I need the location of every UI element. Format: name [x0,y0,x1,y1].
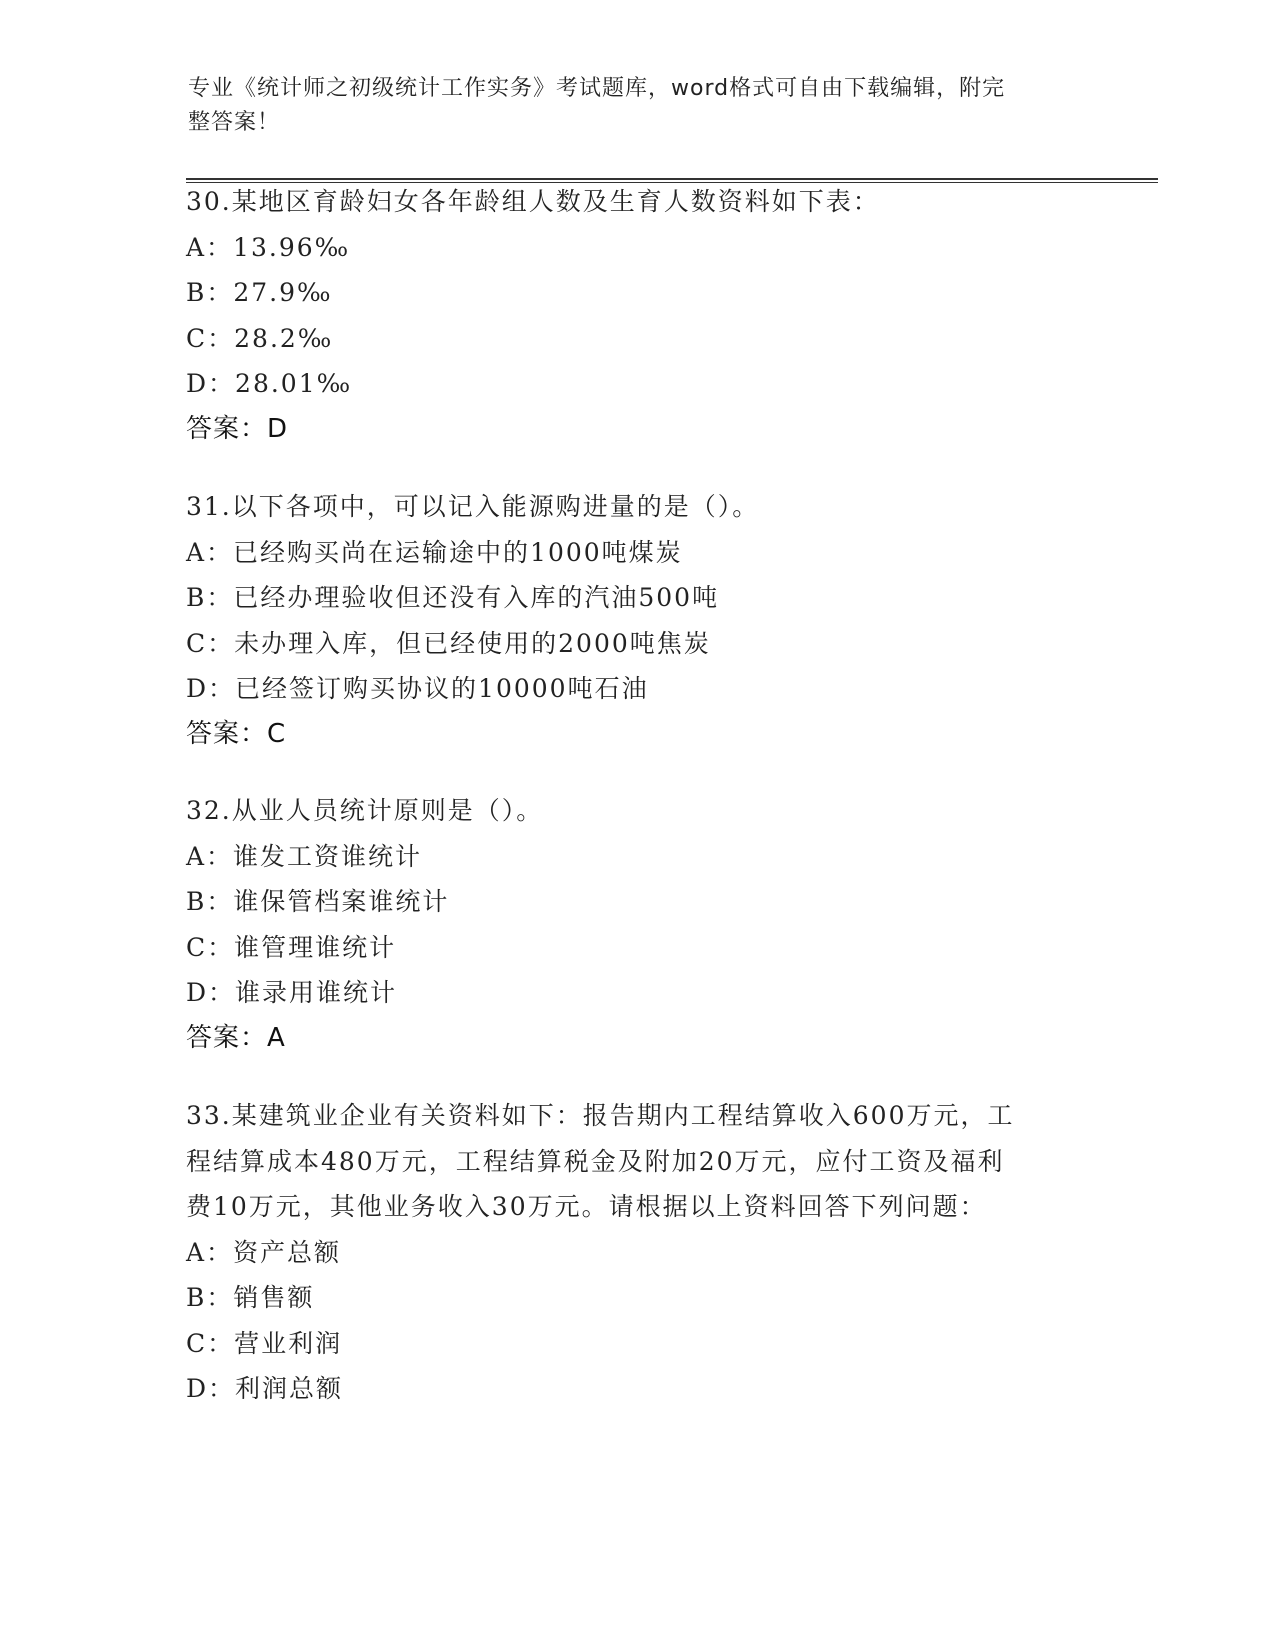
option-d: D：已经签订购买协议的10000吨石油 [186,674,649,703]
question-stem-line-2: 程结算成本480万元，工程结算税金及附加20万元，应付工资及福利 [186,1146,1005,1176]
answer-label: 答案：D [186,413,289,444]
option-a: A：谁发工资谁统计 [186,841,423,871]
option-a: A：13.96‰ [186,232,351,262]
question-stem-line-3: 费10万元，其他业务收入30万元。请根据以上资料回答下列问题： [186,1192,987,1221]
page-header [188,72,1068,140]
option-c: C：谁管理谁统计 [186,932,397,962]
option-b: B：销售额 [186,1283,315,1312]
header-line-1: 专业《统计师之初级统计工作实务》考试题库，word格式可自由下载编辑，附完 [188,76,1006,101]
question-stem-line-1: 33.某建筑业企业有关资料如下：报告期内工程结算收入600万元，工 [186,1101,1015,1130]
question-31 [186,484,1086,757]
option-b: B：27.9‰ [186,278,333,307]
answer-label: 答案：A [186,1022,286,1053]
option-c: C：28.2‰ [186,323,334,353]
question-stem: 30.某地区育龄妇女各年龄组人数及生育人数资料如下表： [186,187,880,216]
question-33 [186,1093,1086,1412]
answer-label: 答案：C [186,718,287,749]
option-d: D：谁录用谁统计 [186,978,398,1007]
header-line-2: 整答案！ [188,110,281,135]
question-stem: 32.从业人员统计原则是（）。 [186,796,544,825]
option-a: A：已经购买尚在运输途中的1000吨煤炭 [186,537,683,567]
option-c: C：营业利润 [186,1328,343,1358]
question-30 [186,179,1086,452]
option-d: D：利润总额 [186,1374,344,1403]
option-b: B：已经办理验收但还没有入库的汽油500吨 [186,583,720,612]
question-stem: 31.以下各项中，可以记入能源购进量的是（）。 [186,492,760,521]
option-c: C：未办理入库，但已经使用的2000吨焦炭 [186,628,711,658]
option-a: A：资产总额 [186,1237,342,1267]
option-b: B：谁保管档案谁统计 [186,887,450,916]
option-d: D：28.01‰ [186,369,353,398]
question-32 [186,788,1086,1061]
